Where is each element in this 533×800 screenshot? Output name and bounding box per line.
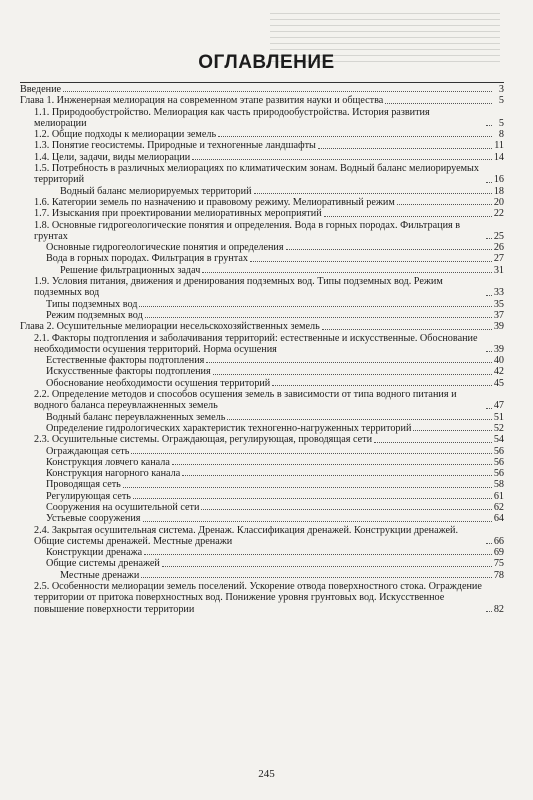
toc-entry-page: 51 [493,411,504,423]
toc-entry-text: 1.5. Потребность в различных мелиорациях по климатическим зонам. Водный баланс мелиорируемых территорий [34,163,479,186]
toc-entry-text: Водный баланс переувлажненных земель [46,411,226,423]
toc-entry-page: 16 [493,174,504,186]
dot-leader [192,159,492,160]
toc-entry [20,366,504,377]
toc-entry-text: 1.9. Условия питания, движения и дренирования подземных вод. Типы подземных вод. Режим подземных вод [34,276,443,299]
dot-leader [206,362,491,363]
top-rule [20,82,504,83]
dot-leader [202,272,491,273]
toc-entry [20,547,504,558]
table-of-contents [20,82,504,615]
dot-leader [374,442,492,443]
dot-leader [385,103,492,104]
toc-entry-page: 39 [493,343,504,355]
toc-entry-page: 78 [493,569,504,581]
dot-leader [413,430,491,431]
dot-leader [486,543,492,544]
toc-entry-page: 64 [493,513,504,525]
toc-entry-page: 14 [493,151,504,163]
toc-entry [20,186,504,197]
dot-leader [254,193,492,194]
toc-entry [20,468,504,479]
dot-leader [318,148,492,149]
toc-entry-text: Вода в горных породах. Фильтрация в грунтах [46,253,248,265]
toc-entry-text: 2.5. Особенности мелиорации земель поселений. Ускорение отвода поверхностного стока. Ограждение территории от притока поверхностных вод. Понижение уровня грунтовых вод. Искусственное повышение поверхности территории [34,581,482,615]
toc-entry-page: 62 [493,501,504,513]
toc-entry-page: 56 [493,456,504,468]
dot-leader [141,577,492,578]
toc-entry [20,558,504,569]
toc-entry-page: 26 [493,242,504,254]
toc-entry-page: 20 [493,196,504,208]
toc-entry-page: 11 [494,140,504,152]
dot-leader [286,249,492,250]
toc-entry-page: 18 [493,185,504,197]
toc-entry-text: Конструкции дренажа [46,547,143,559]
page-title: ОГЛАВЛЕНИЕ [198,52,335,73]
dot-leader [133,498,492,499]
toc-entry [20,389,504,412]
dot-leader [322,329,492,330]
dot-leader [227,419,491,420]
toc-entry-text: 2.4. Закрытая осушительная система. Дренаж. Классификация дренажей. Конструкции дренажей. Общие системы дренажей. Местные дренажи [34,524,459,547]
toc-entry-text: Глава 1. Инженерная мелиорация на современном этапе развития науки и общества [20,95,384,107]
toc-entry-text: Общие системы дренажей [46,558,160,570]
toc-entry [20,446,504,457]
dot-leader [144,554,492,555]
toc-entry-page: 69 [493,547,504,559]
toc-entry [20,457,504,468]
toc-entry-page: 33 [493,287,504,299]
toc-entry-text: 1.2. Общие подходы к мелиорации земель [34,129,217,141]
toc-entry [20,310,504,321]
toc-entry [20,220,504,243]
toc-entry-page: 35 [493,298,504,310]
toc-entry [20,479,504,490]
toc-entry [20,84,504,95]
toc-entry-text: Местные дренажи [60,569,140,581]
toc-entry [20,502,504,513]
toc-entry-text: 1.3. Понятие геосистемы. Природные и техногенные ландшафты [34,140,316,152]
toc-entry [20,129,504,140]
toc-entry-page: 42 [493,366,504,378]
toc-entry-text: 1.7. Изыскания при проектировании мелиоративных мероприятий [34,208,322,220]
dot-leader [145,317,492,318]
toc-entry-page: 52 [493,422,504,434]
dot-leader [218,136,492,137]
dot-leader [486,295,492,296]
toc-entry-text: 2.2. Определение методов и способов осушения земель в зависимости от типа водного питания и водного баланса переувлажненных земель [34,389,457,412]
toc-entry [20,107,504,130]
toc-entry-page: 39 [493,321,504,333]
toc-entry [20,491,504,502]
toc-entry-page: 3 [498,84,504,95]
toc-entry-page: 25 [493,230,504,242]
toc-entry-text: Определение гидрологических характеристик техногенно-нагруженных территорий [46,422,412,434]
toc-entry-page: 5 [498,117,504,129]
toc-entry [20,140,504,151]
dot-leader [143,521,492,522]
toc-entry [20,581,504,615]
dot-leader [131,453,491,454]
toc-entry-page: 56 [493,445,504,457]
toc-entry [20,95,504,106]
toc-entry-text: Решение фильтрационных задач [60,264,201,276]
toc-entry-page: 27 [493,253,504,265]
toc-entry-text: Типы подземных вод [46,298,138,310]
toc-entry-page: 45 [493,377,504,389]
toc-entry-text: Сооружения на осушительной сети [46,501,200,513]
toc-entry [20,570,504,581]
toc-entry [20,378,504,389]
dot-leader [486,351,492,352]
toc-entry-text: 1.1. Природообустройство. Мелиорация как часть природообустройства. История развития мелиорации [34,106,430,129]
toc-entry-page: 82 [493,603,504,615]
toc-entry-text: Устьевые сооружения [46,513,141,525]
toc-entry-text: Проводящая сеть [46,479,121,491]
toc-entry-page: 47 [493,400,504,412]
toc-entry-text: Конструкция ловчего канала [46,456,170,468]
dot-leader [486,125,492,126]
toc-entry-page: 31 [493,264,504,276]
toc-entry [20,412,504,423]
toc-entry-page: 61 [493,490,504,502]
toc-entry-text: Основные гидрогеологические понятия и определения [46,242,284,254]
toc-entry-page: 22 [493,208,504,220]
dot-leader [486,611,492,612]
toc-entry-text: Конструкция нагорного канала [46,468,181,480]
toc-entry-page: 5 [498,95,504,107]
toc-entry-page: 58 [493,479,504,491]
toc-entry-page: 75 [493,558,504,570]
dot-leader [123,487,492,488]
dot-leader [63,91,492,92]
toc-entry-text: Водный баланс мелиорируемых территорий [60,185,252,197]
dot-leader [324,216,492,217]
toc-entry-text: 2.1. Факторы подтопления и заболачивания территорий: естественные и искусственные. Обоснование необходимости осушения территорий. Норма осушения [34,332,478,355]
dot-leader [182,475,492,476]
toc-entry-text: 1.4. Цели, задачи, виды мелиорации [34,151,191,163]
dot-leader [213,374,492,375]
toc-entry [20,355,504,366]
dot-leader [486,408,492,409]
toc-list [20,84,504,615]
toc-entry [20,434,504,445]
dot-leader [201,509,491,510]
toc-entry-text: 1.6. Категории земель по назначению и правовому режиму. Мелиоративный режим [34,196,395,208]
toc-entry-page: 54 [493,434,504,446]
dot-leader [486,182,492,183]
dot-leader [272,385,492,386]
toc-entry [20,242,504,253]
toc-entry [20,197,504,208]
toc-entry-text: Режим подземных вод [46,309,143,321]
toc-entry-text: Введение [20,84,62,95]
dot-leader [486,238,492,239]
toc-entry [20,321,504,332]
toc-entry [20,513,504,524]
toc-entry-text: Глава 2. Осушительные мелиорации несельскохозяйственных земель [20,321,320,333]
toc-entry [20,265,504,276]
toc-entry [20,299,504,310]
toc-entry-page: 37 [493,309,504,321]
toc-entry-page: 40 [493,355,504,367]
toc-entry-page: 8 [498,129,504,141]
toc-entry [20,152,504,163]
page-number: 245 [258,768,275,780]
toc-entry [20,253,504,264]
dot-leader [139,306,491,307]
toc-entry-text: 1.8. Основные гидрогеологические понятия и определения. Вода в горных породах. Фильтрация в грунтах [34,219,461,242]
dot-leader [162,566,492,567]
dot-leader [250,261,492,262]
toc-entry-text: Регулирующая сеть [46,490,131,502]
toc-entry [20,163,504,186]
toc-entry-text: 2.3. Осушительные системы. Ограждающая, регулирующая, проводящая сети [34,434,373,446]
toc-entry [20,208,504,219]
dot-leader [172,464,492,465]
toc-entry [20,276,504,299]
dot-leader [397,204,492,205]
toc-entry-text: Обоснование необходимости осушения территорий [46,377,271,389]
toc-entry-text: Искусственные факторы подтопления [46,366,211,378]
toc-entry-text: Ограждающая сеть [46,445,130,457]
toc-entry [20,333,504,356]
toc-entry-text: Естественные факторы подтопления [46,355,205,367]
toc-entry-page: 56 [493,468,504,480]
toc-entry [20,423,504,434]
toc-entry-page: 66 [493,535,504,547]
toc-entry [20,525,504,548]
